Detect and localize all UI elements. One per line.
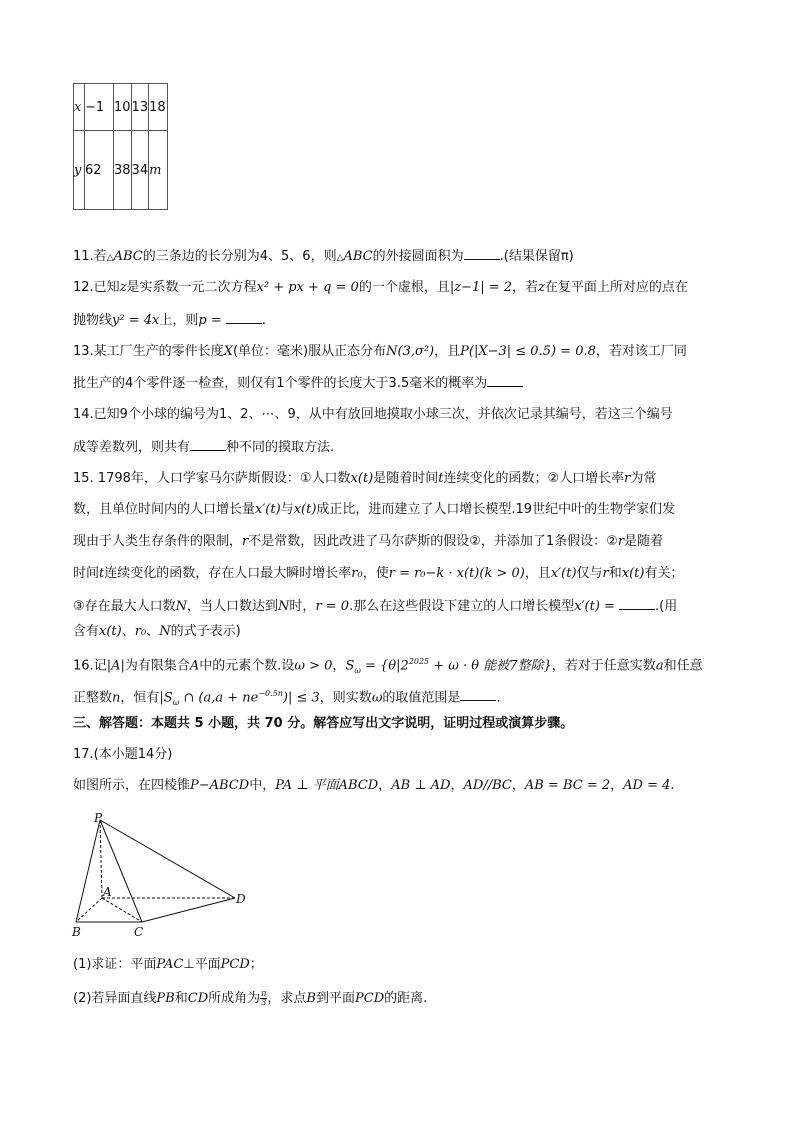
triangle-symbol: △ — [106, 253, 114, 263]
table-cell: 34 — [131, 131, 149, 210]
text: 是随着时间 — [373, 471, 439, 486]
text: 、 — [146, 624, 160, 639]
text: 是随着 — [624, 534, 664, 549]
text: 15. 1798年，人口学家马尔萨斯假设：①人口数 — [73, 471, 351, 486]
math: PB — [156, 991, 175, 1006]
question-15-line-5 — [73, 597, 677, 616]
text: 连续变化的函数，存在人口最大瞬时增长率 — [104, 566, 352, 581]
text: .(结果保留π) — [499, 249, 574, 264]
text: (单位：毫米)服从正态分布 — [232, 344, 387, 359]
math: ω — [354, 665, 361, 675]
text: 中的元素个数.设 — [199, 658, 295, 674]
table-cell: 62 — [85, 131, 114, 210]
text: 与 — [280, 502, 294, 517]
text: .那么在这些假设下建立的人口增长模型 — [349, 599, 575, 614]
text: ， — [450, 778, 464, 793]
math: x² + px + q = 0 — [256, 280, 359, 295]
math: PCD — [220, 957, 250, 972]
label-p: P — [94, 811, 103, 825]
text: (1)求证：平面 — [73, 957, 157, 972]
text: 的外接圆面积为 — [372, 249, 464, 264]
math: ABC — [113, 249, 143, 264]
question-15-line-4 — [73, 565, 683, 583]
edge-ac — [102, 898, 142, 922]
text: 和 — [608, 566, 622, 581]
section-heading: 三、解答题：本题共 5 小题，共 70 分。解答应写出文字说明，证明过程或演算步骤。 — [73, 716, 574, 731]
math: N — [278, 599, 290, 614]
text: . — [496, 690, 501, 706]
text: 时， — [289, 599, 316, 614]
text: . — [261, 313, 266, 328]
question-17-part-1 — [73, 956, 263, 974]
text: ，若 — [512, 280, 539, 295]
edge-pb — [76, 820, 100, 922]
math: CD — [187, 991, 209, 1006]
table-cell: 10 — [114, 84, 132, 131]
math: N(3,σ²) — [386, 344, 435, 359]
table-cell: −1 — [85, 84, 114, 131]
text: 16.记 — [73, 658, 107, 674]
math: x′(t) — [255, 502, 281, 517]
text: ，求点 — [267, 991, 307, 1006]
edge-pa — [100, 820, 102, 898]
text: 数，且单位时间内的人口增长量 — [73, 502, 256, 517]
answer-blank[interactable] — [619, 597, 655, 610]
math: AD//BC — [463, 778, 512, 793]
math: AD = 4 — [623, 778, 671, 793]
text: 和任意 — [663, 658, 703, 674]
text: ，且 — [524, 566, 551, 581]
math: n — [112, 690, 121, 706]
text: 抛物线 — [73, 313, 113, 328]
math: r₀ — [351, 566, 363, 581]
math: r = r₀−k · x(t)(k > 0) — [388, 566, 525, 581]
text: 正整数 — [73, 690, 113, 706]
text: 14.已知9个小球的编号为1、2、⋯、9，从中有放回地摸取小球三次，并依次记录其编号，若这三个编号 — [73, 407, 673, 422]
text: ， — [332, 658, 346, 674]
math: |A| — [106, 658, 125, 674]
label-d: D — [236, 892, 246, 906]
math: t — [99, 566, 105, 581]
text: ⊥平面 — [183, 957, 221, 972]
text: 的三条边的长分别为4、5、6，则 — [142, 249, 337, 264]
text: 上，则 — [159, 313, 199, 328]
question-14-line-1 — [73, 406, 673, 424]
math: N — [175, 599, 188, 614]
math: x′(t) = — [574, 599, 620, 614]
text: ； — [249, 957, 263, 972]
denominator: 3 — [261, 998, 267, 1007]
table-cell: y — [74, 131, 85, 210]
text: 为常 — [630, 471, 657, 486]
math: |S — [159, 690, 173, 706]
text: 、 — [121, 624, 135, 639]
label-a: A — [103, 885, 112, 899]
math: r — [242, 534, 249, 549]
edge-ab — [76, 898, 102, 922]
math: AB ⊥ AD — [391, 778, 451, 793]
text: 的距离. — [384, 991, 428, 1006]
math: ω > 0 — [294, 658, 333, 674]
text: 在复平面上所对应的点在 — [544, 280, 688, 295]
math: P(|X−3| ≤ 0.5) = 0.8 — [460, 344, 596, 359]
edge-cd — [142, 898, 235, 922]
table-cell: 18 — [149, 84, 168, 131]
text: 批生产的4个零件逐一检查，则仅有1个零件的长度大于3.5毫米的概率为 — [73, 376, 488, 391]
math: r — [617, 534, 625, 549]
question-12-line-2 — [73, 311, 266, 330]
answer-blank[interactable] — [487, 374, 523, 387]
math: AB = BC = 2 — [524, 778, 611, 793]
math: ∩ (a,a + ne — [179, 690, 259, 706]
math: x(t) — [621, 566, 645, 581]
question-14-line-2 — [73, 438, 334, 457]
text: ，则实数 — [319, 690, 372, 706]
text: ，若对该工厂同 — [595, 344, 687, 359]
text: 和 — [174, 991, 188, 1006]
text: ，当人口数达到 — [187, 599, 279, 614]
text: ③存在最大人口数 — [73, 599, 176, 614]
question-15-line-6 — [73, 623, 241, 641]
math: r = 0 — [315, 599, 350, 614]
table-cell: 38 — [114, 131, 132, 210]
math: r — [602, 566, 609, 581]
math: B — [306, 991, 316, 1006]
table-row-y — [74, 131, 168, 210]
text: 现由于人类生存条件的限制， — [73, 534, 243, 549]
text: 所成角为 — [208, 991, 261, 1006]
text: 仅与 — [576, 566, 603, 581]
text: 成等差数列，则共有 — [73, 440, 191, 455]
question-17-heading: 17.(本小题14分) — [73, 747, 173, 762]
question-13-line-1 — [73, 343, 687, 361]
math: t — [438, 471, 444, 486]
text: (2)若异面直线 — [73, 991, 157, 1006]
table-cell: 13 — [131, 84, 149, 131]
text: ， — [610, 778, 624, 793]
question-17-statement — [73, 777, 675, 795]
answer-blank[interactable] — [190, 438, 226, 451]
answer-blank[interactable] — [464, 247, 500, 260]
math: z — [538, 280, 545, 295]
text: ，若对于任意实数 — [551, 658, 656, 674]
math: −0.5n — [258, 689, 283, 698]
text: 有关； — [644, 566, 684, 581]
edge-pc — [100, 820, 142, 922]
question-12-line-1 — [73, 279, 688, 297]
table-cell: x — [74, 84, 85, 131]
label-b: B — [72, 925, 81, 939]
math: N — [159, 624, 171, 639]
text: 含有 — [73, 624, 100, 639]
text: 为有限集合 — [124, 658, 190, 674]
math: r — [624, 471, 631, 486]
text: 13.某工厂生产的零件长度 — [73, 344, 224, 359]
math: PA ⊥ 平面ABCD — [275, 778, 379, 793]
math: ABC — [343, 249, 373, 264]
triangle-symbol: △ — [336, 253, 344, 263]
math: ω — [371, 690, 383, 706]
math: x(t) — [350, 471, 374, 486]
text: 到平面 — [315, 991, 355, 1006]
text: ， — [511, 778, 525, 793]
edge-pd — [100, 820, 235, 898]
math: |z−1| = 2 — [449, 280, 513, 295]
text: 时间 — [73, 566, 100, 581]
text: 是实系数一元二次方程 — [126, 280, 257, 295]
question-16-line-1 — [73, 653, 703, 680]
math: = {θ|2 — [360, 658, 409, 674]
math: PAC — [156, 957, 184, 972]
text: 12.已知 — [73, 280, 120, 295]
text: ，且 — [434, 344, 461, 359]
text: 中， — [249, 778, 276, 793]
question-17-part-2 — [73, 990, 427, 1008]
math: y² = 4x — [112, 313, 160, 328]
answer-blank[interactable] — [460, 688, 496, 701]
text: 的取值范围是 — [382, 690, 461, 706]
math: )| ≤ 3 — [282, 690, 320, 706]
question-15-line-2 — [73, 501, 675, 519]
math: x′(t) — [550, 566, 577, 581]
math: A — [189, 658, 200, 674]
math: a — [655, 658, 664, 674]
table-cell: m — [149, 131, 168, 210]
math: S — [345, 658, 355, 674]
math: p = — [198, 313, 226, 328]
math: 2025 — [408, 657, 430, 666]
math: z — [119, 280, 127, 295]
data-table — [73, 83, 168, 210]
numerator: π — [261, 989, 267, 998]
label-c: C — [134, 925, 144, 939]
text: .(用 — [655, 599, 678, 614]
pyramid-figure — [70, 810, 255, 940]
math: PCD — [355, 991, 385, 1006]
answer-blank[interactable] — [226, 311, 262, 324]
text: 不是常数，因此改进了马尔萨斯的假设②，并添加了1条假设：② — [248, 534, 618, 549]
text: 的一个虚根，且 — [358, 280, 450, 295]
text: 种不同的摸取方法. — [226, 440, 335, 455]
math: x(t) — [99, 624, 122, 639]
text: ，恒有 — [120, 690, 160, 706]
text: 成正比，进而建立了人口增长模型.19世纪中叶的生物学家们发 — [316, 502, 676, 517]
table-row-x — [74, 84, 168, 131]
text: ， — [378, 778, 392, 793]
math: x(t) — [293, 502, 317, 517]
text: 11.若 — [73, 249, 107, 264]
math: X — [223, 344, 233, 359]
math: ω — [172, 697, 180, 707]
question-11 — [73, 247, 574, 267]
math: + ω · θ 能被7整除} — [429, 658, 552, 674]
text: 如图所示，在四棱锥 — [73, 778, 191, 793]
question-16-line-2 — [73, 685, 501, 712]
math: r₀ — [134, 624, 147, 639]
text: 连续变化的函数；②人口增长率 — [443, 471, 625, 486]
text: . — [670, 778, 675, 793]
question-15-line-1 — [73, 470, 656, 488]
question-13-line-2 — [73, 374, 523, 393]
math: P−ABCD — [190, 778, 250, 793]
question-15-line-3 — [73, 533, 663, 551]
text: 的式子表示) — [170, 624, 241, 639]
text: ，使 — [362, 566, 389, 581]
